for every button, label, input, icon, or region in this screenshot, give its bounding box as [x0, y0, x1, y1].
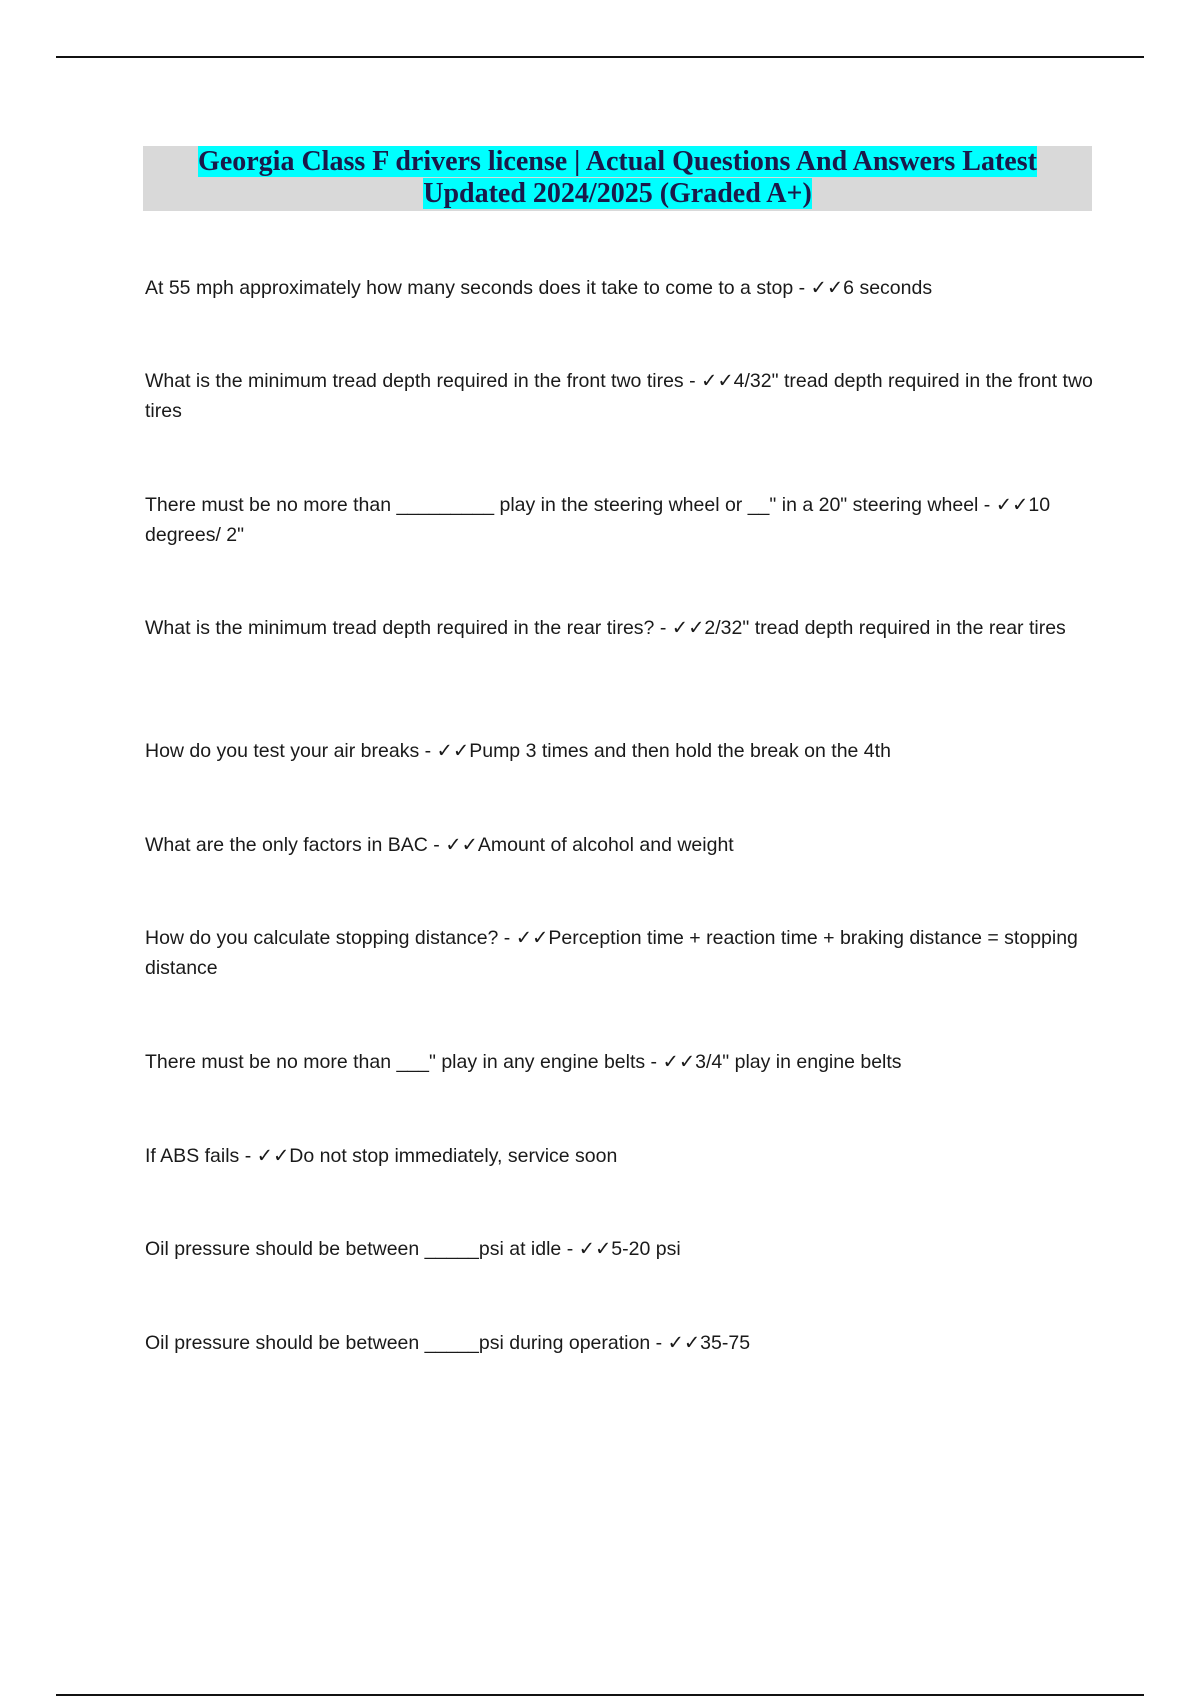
bottom-rule: [56, 1694, 1144, 1696]
qa-item: At 55 mph approximately how many seconds does it take to come to a stop - ✓✓6 seconds: [145, 277, 933, 299]
title-line-1: Georgia Class F drivers license | Actual Questions And Answers Latest: [198, 146, 1037, 177]
qa-item: If ABS fails - ✓✓Do not stop immediately, service soon: [145, 1145, 618, 1167]
qa-item: How do you calculate stopping distance? - ✓✓Perception time + reaction time + braking distance = stopping distance: [145, 927, 1078, 979]
qa-item: Oil pressure should be between _____psi at idle - ✓✓5-20 psi: [145, 1238, 681, 1260]
title-line-2: Updated 2024/2025 (Graded A+): [423, 178, 812, 209]
top-rule: [56, 56, 1144, 58]
qa-item: How do you test your air breaks - ✓✓Pump 3 times and then hold the break on the 4th: [145, 740, 891, 762]
qa-item: What is the minimum tread depth required in the rear tires? - ✓✓2/32" tread depth required in the rear tires: [145, 617, 1066, 639]
document-title: [143, 146, 1092, 211]
qa-item: What is the minimum tread depth required in the front two tires - ✓✓4/32" tread depth required in the front two tires: [145, 370, 1093, 422]
qa-item: There must be no more than _________ play in the steering wheel or __" in a 20" steering wheel - ✓✓10 degrees/ 2": [145, 494, 1051, 546]
qa-item: Oil pressure should be between _____psi during operation - ✓✓35-75: [145, 1332, 751, 1354]
qa-item: There must be no more than ___" play in any engine belts - ✓✓3/4" play in engine belts: [145, 1051, 902, 1073]
qa-item: What are the only factors in BAC - ✓✓Amount of alcohol and weight: [145, 834, 734, 856]
